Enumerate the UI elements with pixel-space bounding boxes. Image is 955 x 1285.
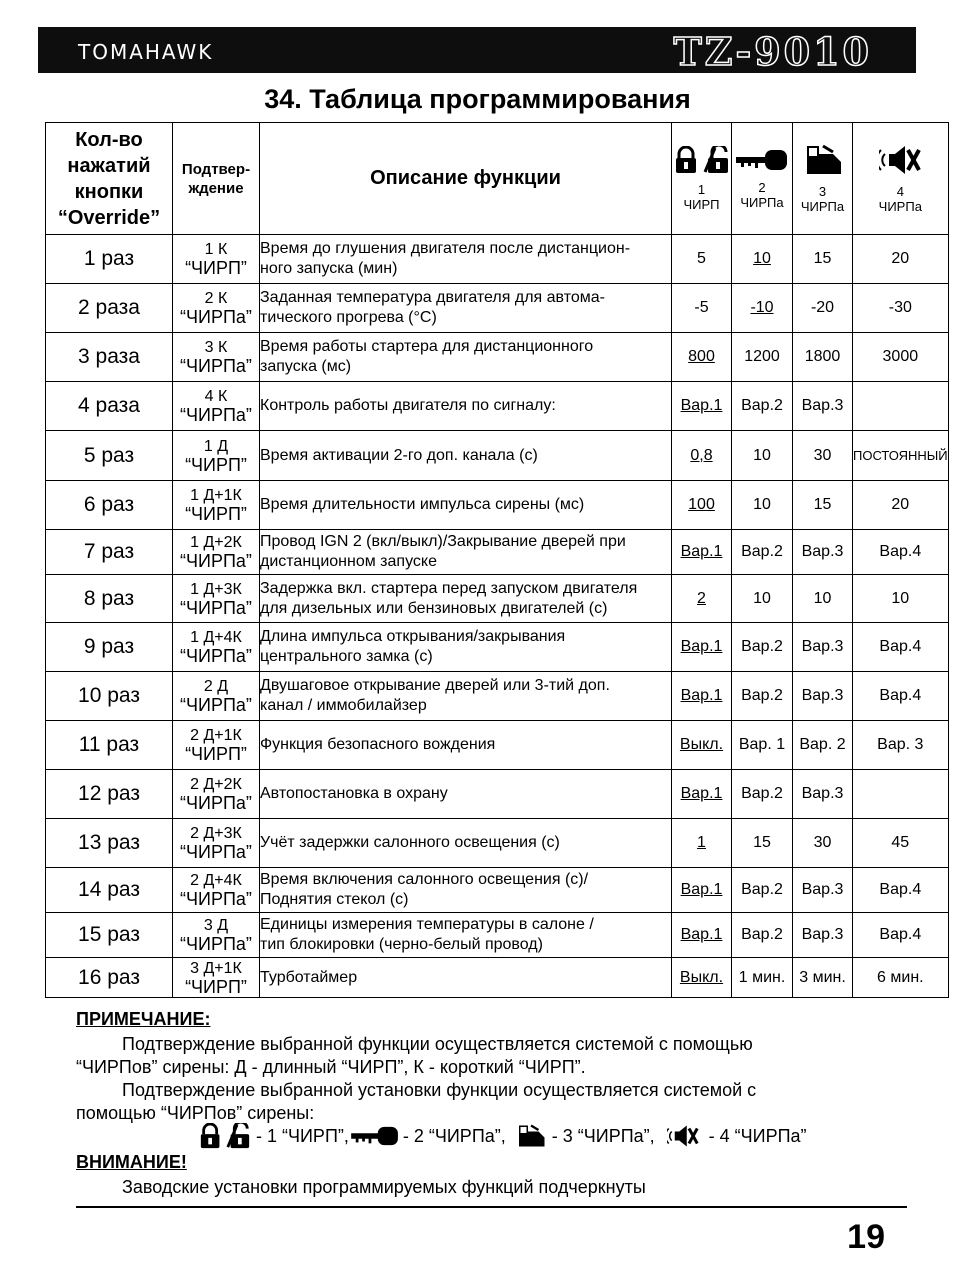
- value-option-3: 3 мин.: [793, 958, 853, 998]
- lock-unlock-icon: [675, 146, 729, 174]
- value-option-4: 45: [853, 819, 949, 868]
- value-option-1: 100: [672, 481, 732, 530]
- function-description: Контроль работы двигателя по сигналу:: [260, 382, 672, 431]
- note-paragraph-1: Подтверждение выбранной функции осуществляется системой с помощью “ЧИРПов” сирены: Д - длинный “ЧИРП”, К - короткий “ЧИРП”.: [76, 1034, 753, 1077]
- value-option-1: Выкл.: [672, 721, 732, 770]
- value-option-3: 10: [793, 575, 853, 623]
- value-option-3: 15: [793, 481, 853, 530]
- note-title: ПРИМЕЧАНИЕ:: [76, 1009, 211, 1029]
- press-count: 8 раз: [46, 575, 173, 623]
- key-icon: [349, 1125, 401, 1147]
- table-row: [46, 770, 949, 819]
- confirmation: 1 Д+2К “ЧИРПа”: [173, 530, 260, 575]
- confirmation: 3 К “ЧИРПа”: [173, 333, 260, 382]
- col-header-value-2: 2 ЧИРПа: [732, 123, 793, 235]
- table-row: [46, 575, 949, 623]
- car-door-icon: [803, 144, 843, 176]
- value-option-2: Вар.2: [732, 623, 793, 672]
- value-option-3: 30: [793, 819, 853, 868]
- value-option-4: -30: [853, 284, 949, 333]
- function-description: Время активации 2-го доп. канала (с): [260, 431, 672, 481]
- value-option-1: 1: [672, 819, 732, 868]
- value-option-1: 5: [672, 235, 732, 284]
- confirmation: 1 Д “ЧИРП”: [173, 431, 260, 481]
- table-row: [46, 721, 949, 770]
- confirmation: 1 К “ЧИРП”: [173, 235, 260, 284]
- value-option-4: Вар.4: [853, 623, 949, 672]
- value-option-1: -5: [672, 284, 732, 333]
- value-option-1: Вар.1: [672, 530, 732, 575]
- value-option-4: 10: [853, 575, 949, 623]
- table-row: [46, 431, 949, 481]
- function-description: Длина импульса открывания/закрывания центрального замка (с): [260, 623, 672, 672]
- press-count: 16 раз: [46, 958, 173, 998]
- function-description: Время длительности импульса сирены (мс): [260, 481, 672, 530]
- table-row: [46, 481, 949, 530]
- table-body: [46, 235, 949, 998]
- function-description: Функция безопасного вождения: [260, 721, 672, 770]
- value-option-3: Вар.3: [793, 623, 853, 672]
- value-option-2: 15: [732, 819, 793, 868]
- legend-text-3: - 3 “ЧИРПа”,: [551, 1125, 655, 1146]
- table-row: [46, 284, 949, 333]
- value-option-1: Вар.1: [672, 868, 732, 913]
- confirmation: 1 Д+3К “ЧИРПа”: [173, 575, 260, 623]
- confirmation: 3 Д+1К “ЧИРП”: [173, 958, 260, 998]
- page-number: 19: [847, 1218, 885, 1256]
- press-count: 7 раз: [46, 530, 173, 575]
- legend-text-1: - 1 “ЧИРП”,: [256, 1125, 349, 1146]
- value-option-4: ПОСТОЯННЫЙ: [853, 431, 949, 481]
- function-description: Двушаговое открывание дверей или 3-тий доп. канал / иммобилайзер: [260, 672, 672, 721]
- legend-text-2: - 2 “ЧИРПа”,: [402, 1125, 506, 1146]
- value-option-4: [853, 382, 949, 431]
- confirmation: 2 Д “ЧИРПа”: [173, 672, 260, 721]
- value-option-3: Вар.3: [793, 382, 853, 431]
- page-title: 34. Таблица программирования: [264, 84, 691, 114]
- value-option-2: 10: [732, 235, 793, 284]
- function-description: Время работы стартера для дистанционного запуска (мс): [260, 333, 672, 382]
- value-option-2: 1200: [732, 333, 793, 382]
- value-option-4: [853, 770, 949, 819]
- value-option-3: Вар.3: [793, 530, 853, 575]
- press-count: 12 раз: [46, 770, 173, 819]
- function-description: Учёт задержки салонного освещения (с): [260, 819, 672, 868]
- press-count: 5 раз: [46, 431, 173, 481]
- value-option-1: Вар.1: [672, 623, 732, 672]
- function-description: Задержка вкл. стартера перед запуском двигателя для дизельных или бензиновых двигателей (с): [260, 575, 672, 623]
- key-icon: [735, 148, 789, 172]
- press-count: 10 раз: [46, 672, 173, 721]
- value-option-3: 1800: [793, 333, 853, 382]
- value-option-4: 20: [853, 481, 949, 530]
- col-header-value-4: 4 ЧИРПа: [853, 123, 949, 235]
- footer-divider: [76, 1206, 907, 1208]
- value-option-2: Вар.2: [732, 868, 793, 913]
- press-count: 9 раз: [46, 623, 173, 672]
- table-row: [46, 530, 949, 575]
- value-option-1: 0,8: [672, 431, 732, 481]
- value-option-3: Вар.3: [793, 868, 853, 913]
- col-header-confirm: Подтвер- ждение: [173, 123, 260, 235]
- table-row: [46, 235, 949, 284]
- value-option-4: Вар.4: [853, 672, 949, 721]
- icon-legend: [198, 1123, 807, 1149]
- function-description: Заданная температура двигателя для автома- тического прогрева (°С): [260, 284, 672, 333]
- value-option-4: Вар. 3: [853, 721, 949, 770]
- value-option-4: Вар.4: [853, 913, 949, 958]
- value-option-3: 30: [793, 431, 853, 481]
- value-option-3: Вар.3: [793, 672, 853, 721]
- model-name: TZ-9010: [673, 29, 872, 74]
- press-count: 1 раз: [46, 235, 173, 284]
- value-option-3: 15: [793, 235, 853, 284]
- confirmation: 2 Д+4К “ЧИРПа”: [173, 868, 260, 913]
- function-description: Автопостановка в охрану: [260, 770, 672, 819]
- speaker-mute-icon: [667, 1124, 699, 1148]
- value-option-2: Вар.2: [732, 530, 793, 575]
- value-option-4: Вар.4: [853, 868, 949, 913]
- note-paragraph-2: Подтверждение выбранной установки функции осуществляется системой с помощью “ЧИРПов” сирены:: [76, 1080, 757, 1123]
- value-option-1: Вар.1: [672, 770, 732, 819]
- col-header-value-3: 3 ЧИРПа: [793, 123, 853, 235]
- confirmation: 2 К “ЧИРПа”: [173, 284, 260, 333]
- press-count: 3 раза: [46, 333, 173, 382]
- value-option-2: Вар.2: [732, 913, 793, 958]
- programming-table: [45, 122, 949, 998]
- press-count: 13 раз: [46, 819, 173, 868]
- value-option-2: Вар. 1: [732, 721, 793, 770]
- value-option-2: 10: [732, 431, 793, 481]
- table-row: [46, 819, 949, 868]
- value-option-2: -10: [732, 284, 793, 333]
- press-count: 14 раз: [46, 868, 173, 913]
- speaker-mute-icon: [879, 144, 921, 176]
- value-option-2: 10: [732, 481, 793, 530]
- table-row: [46, 623, 949, 672]
- value-option-2: 10: [732, 575, 793, 623]
- table-row: [46, 958, 949, 998]
- value-option-4: 3000: [853, 333, 949, 382]
- table-row: [46, 672, 949, 721]
- car-door-icon: [516, 1124, 546, 1148]
- press-count: 11 раз: [46, 721, 173, 770]
- table-row: [46, 382, 949, 431]
- table-row: [46, 913, 949, 958]
- attention-text: Заводские установки программируемых функций подчеркнуты: [122, 1177, 646, 1197]
- confirmation: 2 Д+1К “ЧИРП”: [173, 721, 260, 770]
- value-option-3: -20: [793, 284, 853, 333]
- value-option-2: 1 мин.: [732, 958, 793, 998]
- confirmation: 2 Д+2К “ЧИРПа”: [173, 770, 260, 819]
- value-option-2: Вар.2: [732, 672, 793, 721]
- legend-text-4: - 4 “ЧИРПа”: [708, 1125, 807, 1146]
- press-count: 2 раза: [46, 284, 173, 333]
- value-option-3: Вар. 2: [793, 721, 853, 770]
- value-option-1: Вар.1: [672, 672, 732, 721]
- value-option-1: Выкл.: [672, 958, 732, 998]
- value-option-4: Вар.4: [853, 530, 949, 575]
- confirmation: 4 К “ЧИРПа”: [173, 382, 260, 431]
- value-option-3: Вар.3: [793, 913, 853, 958]
- press-count: 6 раз: [46, 481, 173, 530]
- col-header-count: Кол-во нажатий кнопки “Override”: [46, 123, 173, 235]
- table-row: [46, 868, 949, 913]
- brand-name: TOMAHAWK: [78, 40, 214, 64]
- press-count: 4 раза: [46, 382, 173, 431]
- value-option-1: Вар.1: [672, 913, 732, 958]
- value-option-1: 800: [672, 333, 732, 382]
- function-description: Единицы измерения температуры в салоне / тип блокировки (черно-белый провод): [260, 913, 672, 958]
- press-count: 15 раз: [46, 913, 173, 958]
- confirmation: 2 Д+3К “ЧИРПа”: [173, 819, 260, 868]
- function-description: Провод IGN 2 (вкл/выкл)/Закрывание дверей при дистанционном запуске: [260, 530, 672, 575]
- confirmation: 1 Д+4К “ЧИРПа”: [173, 623, 260, 672]
- value-option-1: Вар.1: [672, 382, 732, 431]
- function-description: Время включения салонного освещения (с)/ Поднятия стекол (с): [260, 868, 672, 913]
- attention-title: ВНИМАНИЕ!: [76, 1152, 187, 1172]
- value-option-2: Вар.2: [732, 382, 793, 431]
- confirmation: 3 Д “ЧИРПа”: [173, 913, 260, 958]
- function-description: Турботаймер: [260, 958, 672, 998]
- lock-unlock-icon: [198, 1123, 252, 1149]
- col-header-description: Описание функции: [260, 123, 672, 235]
- value-option-1: 2: [672, 575, 732, 623]
- function-description: Время до глушения двигателя после дистанцион- ного запуска (мин): [260, 235, 672, 284]
- value-option-4: 20: [853, 235, 949, 284]
- confirmation: 1 Д+1К “ЧИРП”: [173, 481, 260, 530]
- page-header: [38, 27, 916, 73]
- col-header-value-1: 1 ЧИРП: [672, 123, 732, 235]
- table-row: [46, 333, 949, 382]
- value-option-2: Вар.2: [732, 770, 793, 819]
- value-option-3: Вар.3: [793, 770, 853, 819]
- value-option-4: 6 мин.: [853, 958, 949, 998]
